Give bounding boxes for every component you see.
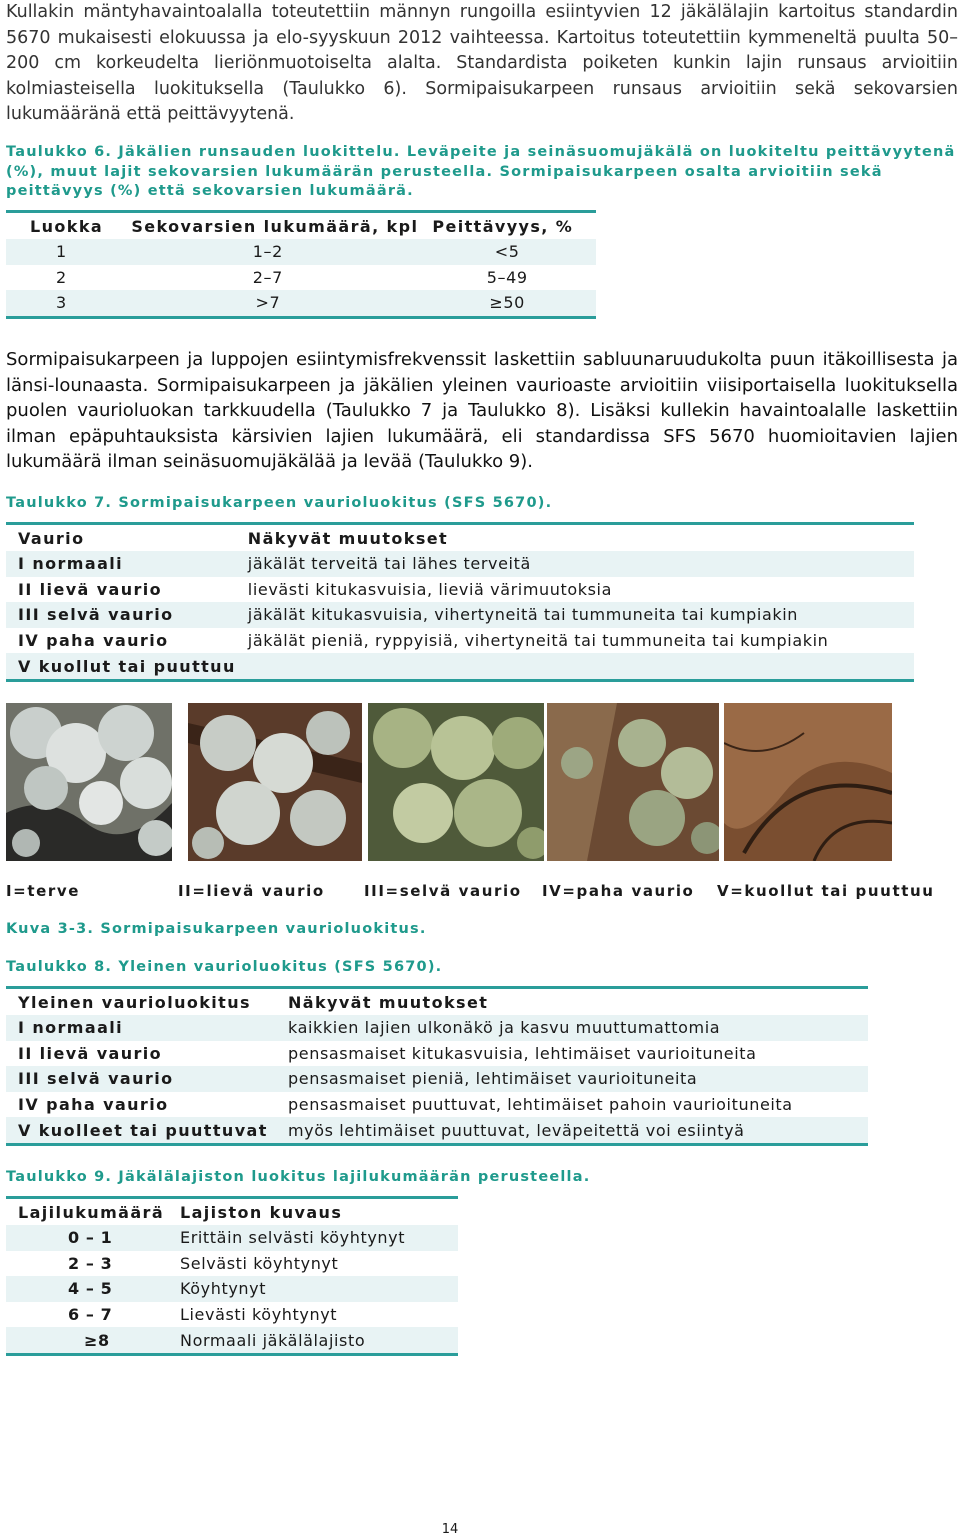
page-number: 14 (441, 1522, 459, 1537)
table7-header-damage: Vaurio (6, 524, 236, 552)
table6-header-count: Sekovarsien lukumäärä, kpl (117, 212, 418, 240)
table-cell: IV paha vaurio (18, 631, 169, 651)
table-cell: I normaali (6, 1015, 276, 1041)
table6-header-class: Luokka (6, 212, 117, 240)
table-cell: pensasmaiset kitukasvuisia, lehtimäiset vaurioituneita (288, 1043, 757, 1063)
photo-labels (6, 882, 956, 904)
table-cell: 6 – 7 (68, 1305, 113, 1325)
table-cell: <5 (418, 239, 596, 265)
table-9 (6, 1196, 458, 1356)
table9-header-description: Lajiston kuvaus (168, 1198, 458, 1226)
table-cell: ≥8 (6, 1327, 168, 1354)
table8-header-class: Yleinen vaurioluokitus (6, 988, 276, 1016)
table-cell: 4 – 5 (6, 1276, 168, 1302)
table-cell: 0 – 1 (6, 1225, 168, 1251)
table-cell (236, 653, 914, 680)
table-8 (6, 986, 868, 1146)
table-cell: kaikkien lajien ulkonäkö ja kasvu muuttumattomia (276, 1015, 868, 1041)
table-cell: 1–2 (117, 239, 418, 265)
table-cell: 2 (56, 267, 67, 287)
table9-header-count: Lajilukumäärä (6, 1198, 168, 1226)
table-cell: 1 (6, 239, 117, 265)
table-cell: V kuollut tai puuttuu (6, 653, 236, 680)
lichen-photo-dead (724, 703, 892, 861)
table-row (6, 551, 914, 577)
table-cell: lievästi kitukasvuisia, lieviä värimuutoksia (247, 579, 613, 599)
table-row (6, 1327, 458, 1354)
table7-header-changes: Näkyvät muutokset (236, 524, 914, 552)
table-cell: Lievästi köyhtynyt (180, 1305, 338, 1325)
table-cell: 2 – 3 (68, 1253, 113, 1273)
table-row (6, 1276, 458, 1302)
lichen-photo-healthy (6, 703, 172, 861)
table-row (6, 1092, 868, 1118)
table-cell: jäkälät pieniä, ryppyisiä, vihertyneitä tai tummuneita tai kumpiakin (247, 631, 829, 651)
table-row (6, 577, 914, 603)
table-7 (6, 522, 914, 682)
table7-caption: Taulukko 7. Sormipaisukarpeen vaurioluokitus (SFS 5670). (6, 495, 553, 511)
table-cell: pensasmaiset puuttuvat, lehtimäiset pahoin vaurioituneita (288, 1095, 793, 1115)
table-cell: IV paha vaurio (18, 1095, 169, 1115)
table-cell: >7 (117, 290, 418, 317)
lichen-photo-clear-damage (368, 703, 544, 861)
table-row (6, 265, 596, 291)
table-cell: ≥50 (418, 290, 596, 317)
table-cell: II lievä vaurio (18, 579, 163, 599)
table6-header-cover: Peittävyys, % (418, 212, 596, 240)
table-row (6, 602, 914, 628)
table-row (6, 290, 596, 317)
table-row (6, 1066, 868, 1092)
table-row (6, 1041, 868, 1067)
middle-paragraph: Sormipaisukarpeen ja luppojen esiintymisfrekvenssit laskettiin sabluunaruudukolta puun itäkoillisesta ja länsi-lounaasta. Sormipaisukarpeen ja jäkälien yleinen vaurioaste arvioitiin viisiportaisella luokituksella puolen vaurioluokan tarkkuudella (Taulukko 7 ja Taulukko 8). Lisäksi kullekin havaintoalalle laskettiin ilman epäpuhtauksista kärsivien lajien lukumäärä, eli standardissa SFS 5670 huomioitavien lajien lukumäärä ilman seinäsuomujäkälää ja levää (Taulukko 9). (6, 349, 958, 472)
table8-caption: Taulukko 8. Yleinen vaurioluokitus (SFS 5670). (6, 959, 443, 975)
photo-label-clear: III=selvä vaurio (364, 882, 522, 900)
lichen-photo-bad-damage (547, 703, 719, 861)
table-cell: pensasmaiset pieniä, lehtimäiset vaurioituneita (276, 1066, 868, 1092)
figure-caption: Kuva 3-3. Sormipaisukarpeen vaurioluokitus. (6, 921, 427, 937)
table-cell: Köyhtynyt (168, 1276, 458, 1302)
table-cell: II lievä vaurio (18, 1043, 163, 1063)
table-cell: V kuolleet tai puuttuvat (6, 1117, 276, 1144)
table-row (6, 628, 914, 654)
photo-label-healthy: I=terve (6, 882, 81, 900)
table-cell: jäkälät kitukasvuisia, vihertyneitä tai tummuneita tai kumpiakin (236, 602, 914, 628)
table-6 (6, 210, 596, 319)
table8-header-changes: Näkyvät muutokset (276, 988, 868, 1016)
photo-label-bad: IV=paha vaurio (542, 882, 695, 900)
photo-label-dead: V=kuollut tai puuttuu (717, 882, 935, 900)
lichen-photo-mild-damage (188, 703, 362, 861)
photo-label-mild: II=lievä vaurio (178, 882, 325, 900)
table-row (6, 1251, 458, 1277)
table-cell: 2–7 (252, 267, 283, 287)
table-row (6, 239, 596, 265)
lichen-photo-strip (6, 703, 956, 861)
table-row (6, 653, 914, 680)
table-cell: I normaali (6, 551, 236, 577)
table-row (6, 1117, 868, 1144)
table-cell: Selvästi köyhtynyt (180, 1253, 339, 1273)
table-cell: III selvä vaurio (6, 1066, 276, 1092)
table-cell: 3 (6, 290, 117, 317)
table-row (6, 1302, 458, 1328)
table9-caption: Taulukko 9. Jäkälälajiston luokitus lajilukumäärän perusteella. (6, 1169, 591, 1185)
table-cell: myös lehtimäiset puuttuvat, leväpeitettä voi esiintyä (276, 1117, 868, 1144)
table-row (6, 1225, 458, 1251)
table-cell: Erittäin selvästi köyhtynyt (168, 1225, 458, 1251)
table-cell: III selvä vaurio (6, 602, 236, 628)
table-cell: jäkälät terveitä tai lähes terveitä (236, 551, 914, 577)
intro-paragraph: Kullakin mäntyhavaintoalalla toteutettiin männyn rungoilla esiintyvien 12 jäkälälajin kartoitus standardin 5670 mukaisesti elokuussa ja elo-syyskuun 2012 vaihteessa. Kartoitus toteutettiin kymmeneltä puulta 50–200 cm korkeudelta lieriönmuotoiselta alalta. Standardista poiketen kunkin lajin runsaus arvioitiin kolmiasteisella luokituksella (Taulukko 6). Sormipaisukarpeen runsaus arvioitiin sekä sekovarsien lukumääränä että peittävyytenä. (6, 2, 958, 124)
table-cell: 5–49 (486, 267, 528, 287)
table-row (6, 1015, 868, 1041)
table-cell: Normaali jäkälälajisto (168, 1327, 458, 1354)
table6-caption: Taulukko 6. Jäkälien runsauden luokittelu. Leväpeite ja seinäsuomujäkälä on luokiteltu peittävyytenä (%), muut lajit sekovarsien lukumäärän perusteella. Sormipaisukarpeen osalta arvioitiin sekä peittävyys (%) että sekovarsien lukumäärä. (6, 144, 956, 199)
